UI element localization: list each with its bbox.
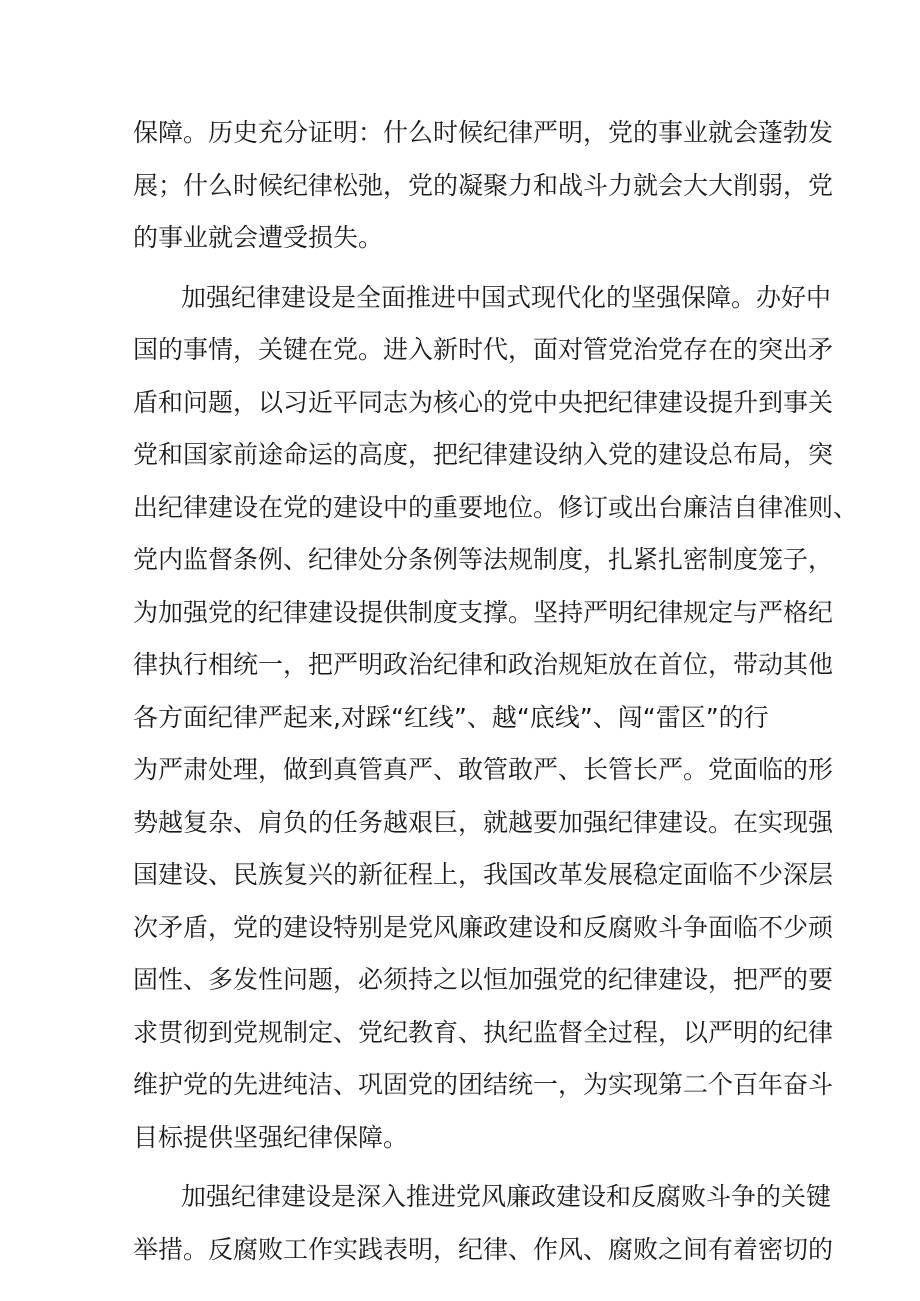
paragraph-spacer [133,1164,798,1171]
text-line: 加强纪律建设是深入推进党风廉政建设和反腐败斗争的关键 [181,1182,832,1211]
text-line: 势越复杂、肩负的任务越艰巨，就越要加强纪律建设。在实现强 [133,807,834,837]
text-line: 律执行相统一，把严明政治纪律和政治规矩放在首位，带动其他 [133,650,834,679]
text-line: 党和国家前途命运的高度，把纪律建设纳入党的建设总布局，突 [133,440,834,469]
text-line: 展；什么时候纪律松弛，党的凝聚力和战斗力就会大大削弱，党 [133,170,834,200]
document-body [133,107,859,1276]
paragraph-1 [133,107,834,265]
text-line: 各方面纪律严起来,对踩“红线”、越“底线”、闯“雷区”的行 [133,702,769,732]
text-line: 盾和问题，以习近平同志为核心的党中央把纪律建设提升到事关 [133,387,834,417]
text-line: 为加强党的纪律建设提供制度支撑。坚持严明纪律规定与严格纪 [133,597,834,627]
paragraph-spacer [133,265,798,272]
text-line: 党内监督条例、纪律处分条例等法规制度，扎紧扎密制度笼子， [133,545,834,574]
text-line: 为严肃处理，做到真管真严、敢管敢严、长管长严。党面临的形 [133,755,834,784]
text-line: 保障。历史充分证明：什么时候纪律严明，党的事业就会蓬勃发 [133,118,834,147]
text-line: 出纪律建设在党的建设中的重要地位。修订或出台廉洁自律准则、 [133,492,859,522]
text-line: 维护党的先进纯洁、巩固党的团结统一，为实现第二个百年奋斗 [133,1070,834,1099]
text-line: 加强纪律建设是全面推进中国式现代化的坚强保障。办好中 [181,282,832,312]
text-line: 求贯彻到党规制定、党纪教育、执纪监督全过程，以严明的纪律 [133,1017,834,1047]
text-line: 次矛盾，党的建设特别是党风廉政建设和反腐败斗争面临不少顽 [133,912,834,942]
text-line: 目标提供坚强纪律保障。 [133,1122,409,1152]
text-line: 的事业就会遭受损失。 [133,223,384,252]
text-line: 国建设、民族复兴的新征程上，我国改革发展稳定面临不少深层 [133,860,834,889]
text-line: 固性、多发性问题，必须持之以恒加强党的纪律建设，把严的要 [133,965,834,994]
paragraph-3 [133,1171,834,1276]
text-line: 举措。反腐败工作实践表明，纪律、作风、腐败之间有着密切的 [133,1234,834,1264]
text-line: 国的事情，关键在党。进入新时代，面对管党治党存在的突出矛 [133,335,834,364]
paragraph-2 [133,272,859,1165]
